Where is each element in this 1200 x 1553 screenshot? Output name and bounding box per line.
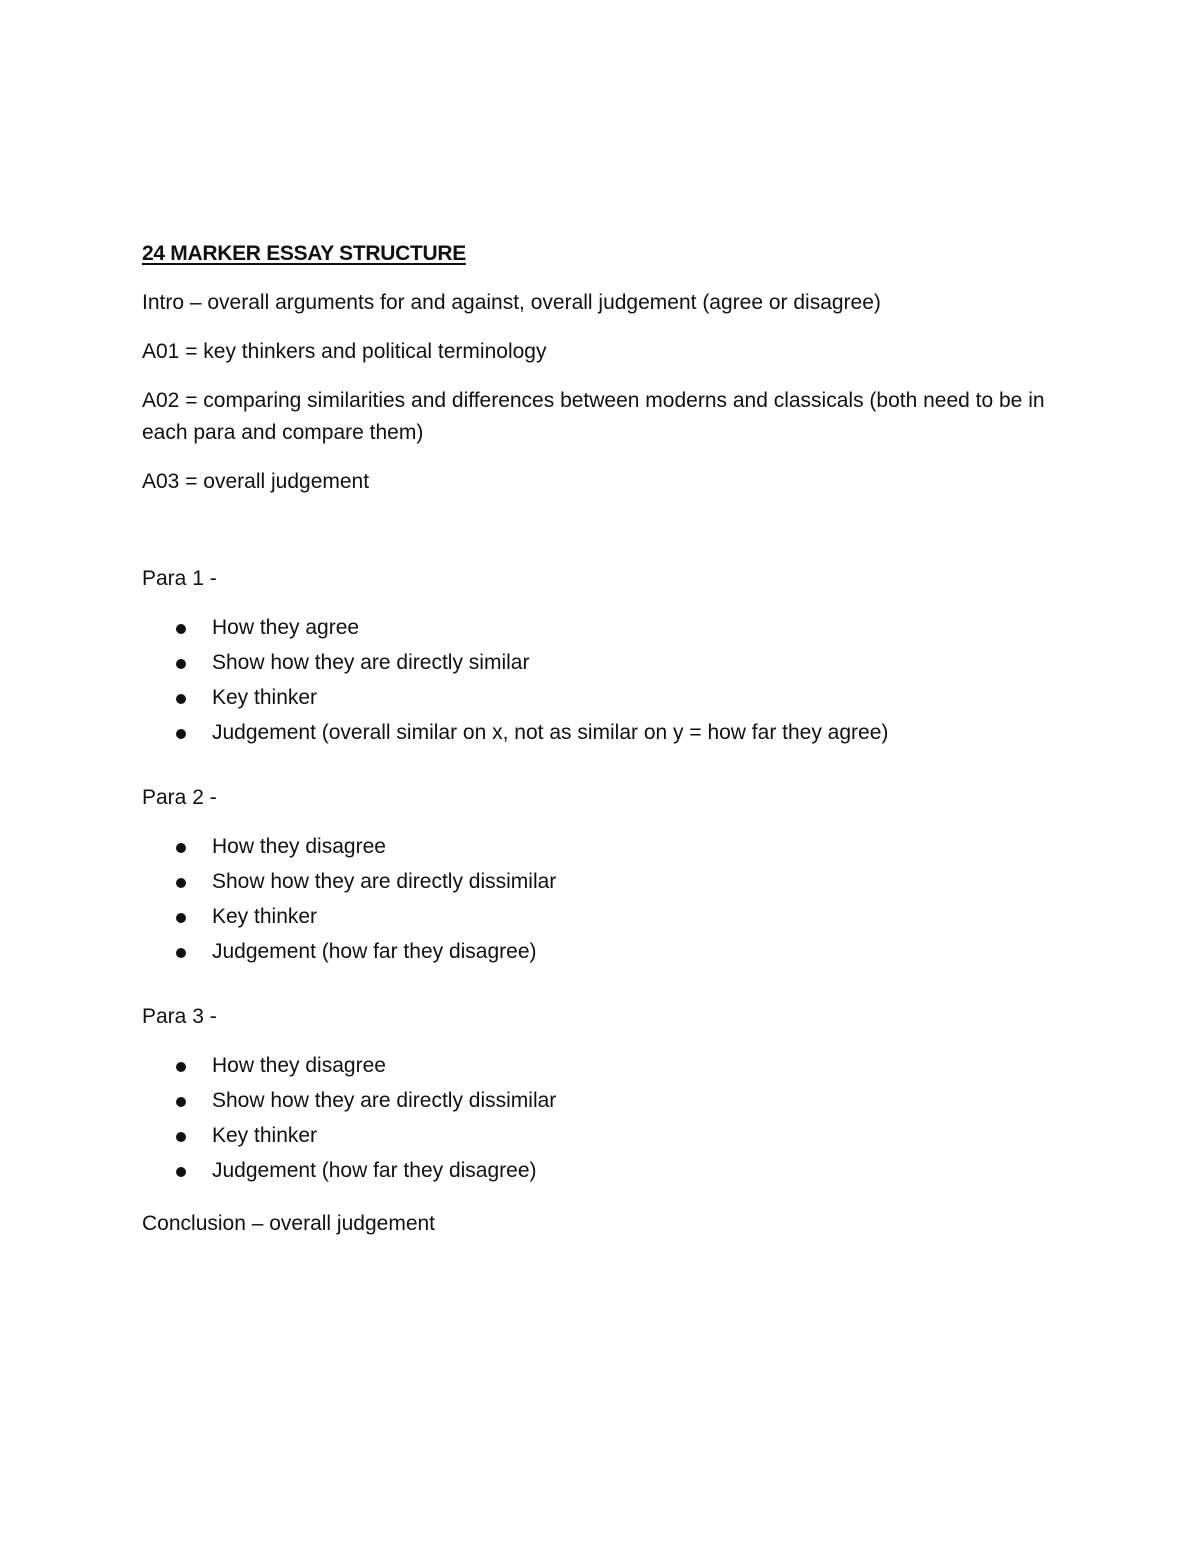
list-item-text: Judgement (how far they disagree) bbox=[212, 1159, 537, 1182]
list-item-text: How they disagree bbox=[212, 1054, 386, 1077]
list-item bbox=[142, 682, 1062, 717]
list-item bbox=[142, 866, 1062, 901]
list-item bbox=[142, 647, 1062, 682]
bullet-dot-icon bbox=[176, 843, 186, 853]
list-item bbox=[142, 612, 1062, 647]
list-item bbox=[142, 936, 1062, 971]
document-body bbox=[142, 238, 1062, 1257]
list-item-text: How they agree bbox=[212, 616, 360, 639]
list-item-text: Key thinker bbox=[212, 686, 318, 709]
bullet-dot-icon bbox=[176, 1132, 186, 1142]
list-item bbox=[142, 1120, 1062, 1155]
list-item-text: Judgement (how far they disagree) bbox=[212, 940, 537, 963]
list-item bbox=[142, 1155, 1062, 1190]
list-item-text: Key thinker bbox=[212, 905, 318, 928]
intro-line: Intro – overall arguments for and against, overall judgement (agree or disagree) bbox=[142, 291, 881, 314]
a01-line: A01 = key thinkers and political terminology bbox=[142, 340, 547, 363]
bullet-dot-icon bbox=[176, 694, 186, 704]
bullet-dot-icon bbox=[176, 878, 186, 888]
list-item bbox=[142, 717, 1062, 752]
list-item-text: Show how they are directly dissimilar bbox=[212, 870, 557, 893]
a03-line: A03 = overall judgement bbox=[142, 470, 370, 493]
list-item-text: Judgement (overall similar on x, not as similar on y = how far they agree) bbox=[212, 721, 889, 744]
bullet-dot-icon bbox=[176, 1097, 186, 1107]
bullet-dot-icon bbox=[176, 624, 186, 634]
bullet-dot-icon bbox=[176, 659, 186, 669]
list-item bbox=[142, 901, 1062, 936]
bullet-dot-icon bbox=[176, 1062, 186, 1072]
para-1-bullet-list bbox=[142, 612, 1062, 752]
bullet-dot-icon bbox=[176, 1167, 186, 1177]
bullet-dot-icon bbox=[176, 729, 186, 739]
conclusion-line: Conclusion – overall judgement bbox=[142, 1212, 436, 1235]
para-1-label: Para 1 - bbox=[142, 567, 217, 590]
list-item bbox=[142, 831, 1062, 866]
bullet-dot-icon bbox=[176, 913, 186, 923]
list-item-text: Show how they are directly similar bbox=[212, 651, 530, 674]
list-item-text: Show how they are directly dissimilar bbox=[212, 1089, 557, 1112]
bullet-dot-icon bbox=[176, 948, 186, 958]
para-3-label: Para 3 - bbox=[142, 1005, 217, 1028]
document-title: 24 MARKER ESSAY STRUCTURE bbox=[142, 242, 466, 265]
list-item-text: Key thinker bbox=[212, 1124, 318, 1147]
para-2-label: Para 2 - bbox=[142, 786, 217, 809]
a02-line: A02 = comparing similarities and differences between moderns and classicals (both need to be in each para and compare them) bbox=[142, 389, 1045, 444]
para-2-bullet-list bbox=[142, 831, 1062, 971]
list-item-text: How they disagree bbox=[212, 835, 386, 858]
list-item bbox=[142, 1085, 1062, 1120]
list-item bbox=[142, 1050, 1062, 1085]
para-3-bullet-list bbox=[142, 1050, 1062, 1190]
